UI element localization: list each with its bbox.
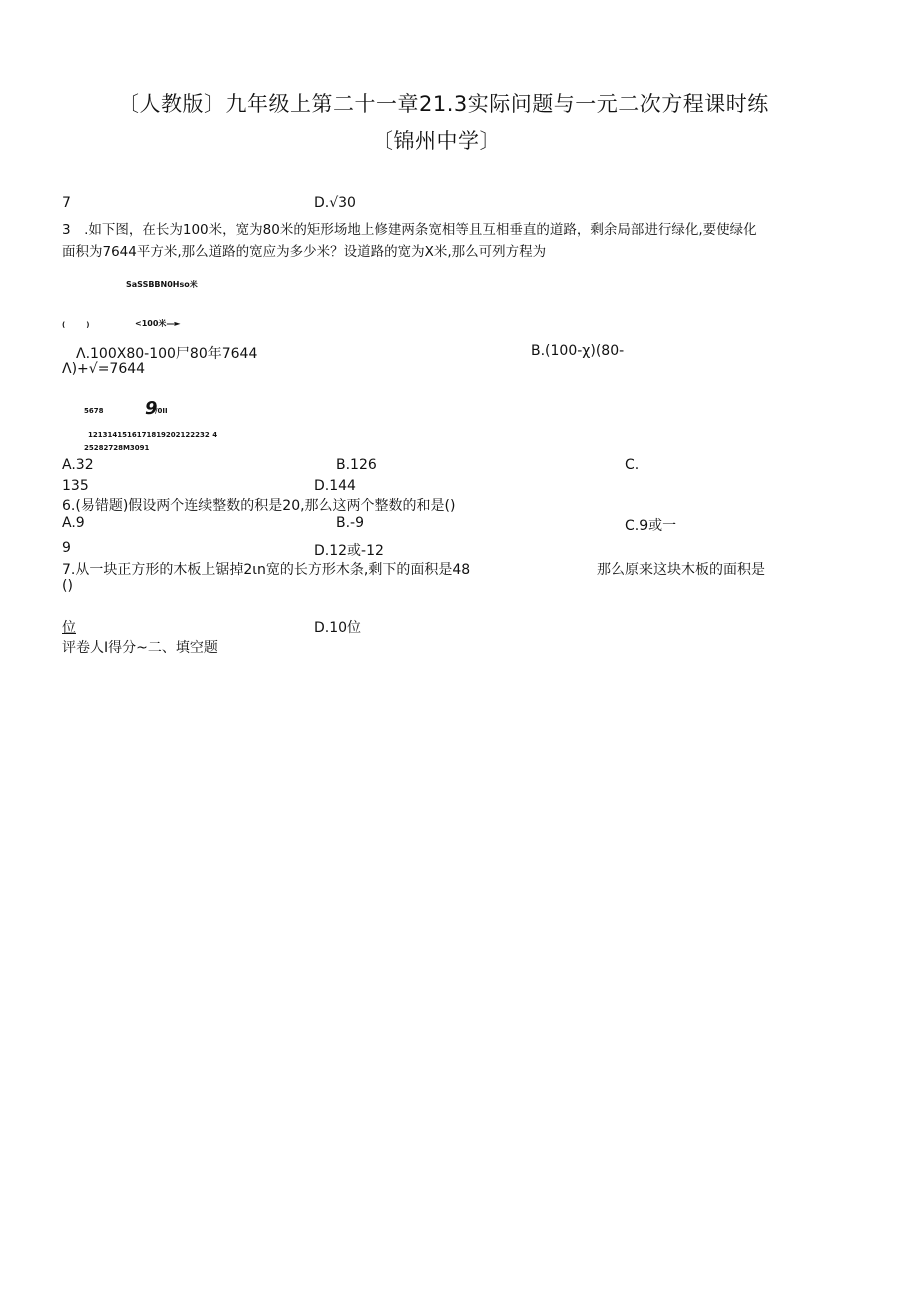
noise-row1-left: 5678 <box>84 407 104 415</box>
q7-text-part1: 7.从一块正方形的木板上锯掉2ιn宽的长方形木条,剩下的面积是48 <box>62 562 471 578</box>
q7-option-c-tail: 位 <box>62 620 76 636</box>
q3-option-b-continued: Λ)+√=7644 <box>62 361 146 377</box>
q6-option-c: C.9或一 <box>625 518 677 534</box>
q6-option-b: B.-9 <box>336 515 365 531</box>
q7-option-d: D.10位 <box>314 620 362 636</box>
q7-text-line2: () <box>62 578 73 594</box>
q3-option-b: B.(100-χ)(80- <box>531 343 625 359</box>
q6-text: 6.(易错题)假设两个连续整数的积是20,那么这两个整数的和是() <box>62 498 456 514</box>
q6-option-c-continued: 9 <box>62 540 71 556</box>
q5-option-d: D.144 <box>314 478 356 494</box>
noise-row3: 25282728M3091 <box>84 444 150 452</box>
q5-option-a: A.32 <box>62 457 94 473</box>
page-title: 〔人教版〕九年级上第二十一章21.3实际问题与一元二次方程课时练 <box>118 92 769 116</box>
q3-text-line2: 面积为7644平方米,那么道路的宽应为多少米？设道路的宽为X米,那么可列方程为 <box>62 244 547 260</box>
noise-row1-small: /0II <box>155 407 168 415</box>
noise-row1-big: 9 <box>145 398 158 419</box>
q3-option-a: Λ.100X80-100尸80年7644 <box>76 346 258 362</box>
section-scorer-header: 评卷人I得分~二、填空题 <box>62 640 218 656</box>
q6-option-a: A.9 <box>62 515 85 531</box>
prev-option-d: D.√30 <box>314 195 356 211</box>
figure-arrow-label: <100米—► <box>135 319 181 328</box>
q5-option-c: C. <box>625 457 640 473</box>
figure-bracket: ( ) <box>62 321 90 329</box>
q7-text-part2: 那么原来这块木板的面积是 <box>597 562 765 578</box>
q5-option-c-continued: 135 <box>62 478 89 494</box>
q6-option-d: D.12或-12 <box>314 543 384 559</box>
noise-row2: 1213141516171819202122232 4 <box>88 431 218 439</box>
prev-option-c-tail: 7 <box>62 195 71 211</box>
page-subtitle: 〔锦州中学〕 <box>372 129 501 153</box>
q5-option-b: B.126 <box>336 457 377 473</box>
q3-text-line1: 3 .如下图，在长为100米，宽为80米的矩形场地上修建两条宽相等且互相垂直的道路，剩余局部进行绿化,要使绿化 <box>62 222 757 238</box>
figure-label-top: SaSSBBN0Hso米 <box>126 280 198 289</box>
